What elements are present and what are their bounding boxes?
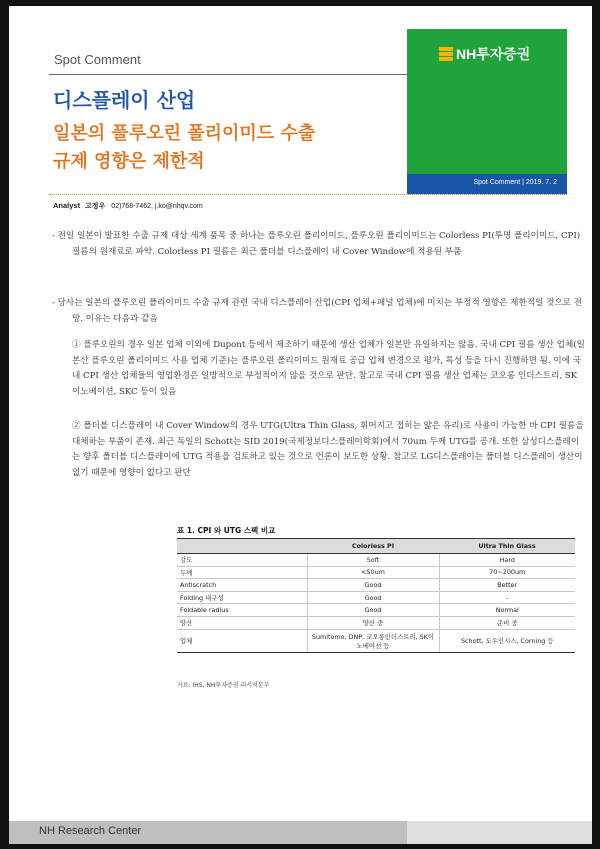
numbered-paragraph-2: ② 폴더블 디스플레이 내 Cover Window의 경우 UTG(Ultra Thin Glass, 휘어지고 접히는 얇은 유리)로 사용이 가능한 바 CPI 필름을 대체하는 부품이 존재. 최근 독일의 Schott는 SID 2019(국제정보디스플레이학회)에서 70um 두께 UTG를 공개. 또한 삼성디스플레이는 향후 폴더블 디스플레이에 UTG 적용을 검토하고 있는 것으로 언론이 보도한 상황. 참고로 LG디스플레이는 폴더블 디스플레이 생산이 없기 때문에 영향이 없다고 판단 <box>72 421 584 478</box>
headline-line-2: 규제 영향은 제한적 <box>53 151 205 172</box>
table-cell: 두께 <box>177 566 307 579</box>
bullet-paragraph-1: - 전일 일본이 발표한 수출 규제 대상 세계 품목 중 하나는 플루오린 폴리이미드, 플루오린 폴리이미드는 Colorless PI(투명 폴리이미드, CPI) 필름의 원재료로 파악. Colorless PI 필름은 최근 폴더블 디스플레이 내 Cover Window에 적용된 부품 <box>52 231 581 257</box>
table-cell: Foldable radius <box>177 604 307 617</box>
table-cell: <50um <box>307 566 439 579</box>
brand-logo <box>439 46 530 62</box>
table-cell: Schott, 도우인시스, Corning 등 <box>439 629 575 652</box>
table-cell: Hard <box>439 554 575 567</box>
report-date: Spot Comment | 2019. 7. 2 <box>473 179 557 186</box>
table-row <box>177 591 575 604</box>
table-cell: 70~200um <box>439 566 575 579</box>
table-cell: 업체 <box>177 629 307 652</box>
table-cell: Better <box>439 579 575 592</box>
table-row <box>177 604 575 617</box>
report-page <box>9 6 592 844</box>
table-cell: Sumitomo, DNP, 코오롱인더스트리, SK이노베이션 등 <box>307 629 439 652</box>
table-header-cell <box>177 539 307 554</box>
table-cell: Good <box>307 579 439 592</box>
table-cell: Antiscratch <box>177 579 307 592</box>
bullet-paragraph-2: - 당사는 일본의 플루오린 폴리이미드 수출 규제 관련 국내 디스플레이 산업(CPI 업체+패널 업체)에 미치는 부정적 영향은 제한적일 것으로 전망. 이유는 다음과 같음 <box>52 298 583 324</box>
industry-title: 디스플레이 산업 <box>53 88 196 112</box>
table-header-cell: Colorless PI <box>307 539 439 554</box>
table-header-row <box>177 539 575 554</box>
table-cell: 강도 <box>177 554 307 567</box>
headline-line-1: 일본의 플루오린 폴리이미드 수출 <box>53 123 316 144</box>
footer-accent <box>407 821 592 844</box>
analyst-label: Analyst <box>53 201 81 210</box>
table-source-note: 자료: IHS, NH투자증권 리서치본부 <box>177 682 270 689</box>
nh-logo-icon <box>439 47 453 61</box>
table-row <box>177 616 575 629</box>
analyst-name: 고정우 <box>85 203 106 210</box>
table-title: 표 1. CPI 와 UTG 스펙 비교 <box>177 526 276 535</box>
table-cell: Normal <box>439 604 575 617</box>
table-cell: Soft <box>307 554 439 567</box>
table-cell: Good <box>307 604 439 617</box>
table-cell: - <box>439 591 575 604</box>
table-cell: Good <box>307 591 439 604</box>
table-row <box>177 566 575 579</box>
table-cell: 준비 중 <box>439 616 575 629</box>
table-cell: 양산 <box>177 616 307 629</box>
table-cell: Folding 내구성 <box>177 591 307 604</box>
numbered-paragraph-1: ① 플루오린의 경우 일본 업체 이외에 Dupont 등에서 제조하기 때문에 생산 업체가 일본만 유일하지는 않음. 국내 CPI 필름 생산 업체(일본산 플루오린 폴리이미드 사용 업체 기준)는 플루오린 폴리이미드 원재료 공급 업체 변경으로 평가, 특성 등을 다시 진행하면 됨. 이에 국내 CPI 생산 업체들의 영업환경은 일방적으로 부정적이지 않을 것으로 판단. 참고로 국내 CPI 필름 생산 업체는 코오롱 인더스트리, SK이노베이션, SKC 등이 있음 <box>72 340 585 397</box>
table-row <box>177 554 575 567</box>
table-row <box>177 579 575 592</box>
table-cell: 양산 중 <box>307 616 439 629</box>
spec-comparison-table <box>177 538 575 653</box>
analyst-contact: 02)768-7462, j.ko@nhqv.com <box>111 203 203 210</box>
title-divider <box>49 194 567 195</box>
report-type-label: Spot Comment <box>54 52 141 67</box>
header-divider <box>49 74 414 75</box>
footer-label: NH Research Center <box>39 825 142 837</box>
footer-bar <box>9 821 592 844</box>
analyst-line <box>53 201 203 211</box>
table-header-cell: Ultra Thin Glass <box>439 539 575 554</box>
table-row <box>177 629 575 652</box>
brand-name: NH투자증권 <box>456 46 531 62</box>
